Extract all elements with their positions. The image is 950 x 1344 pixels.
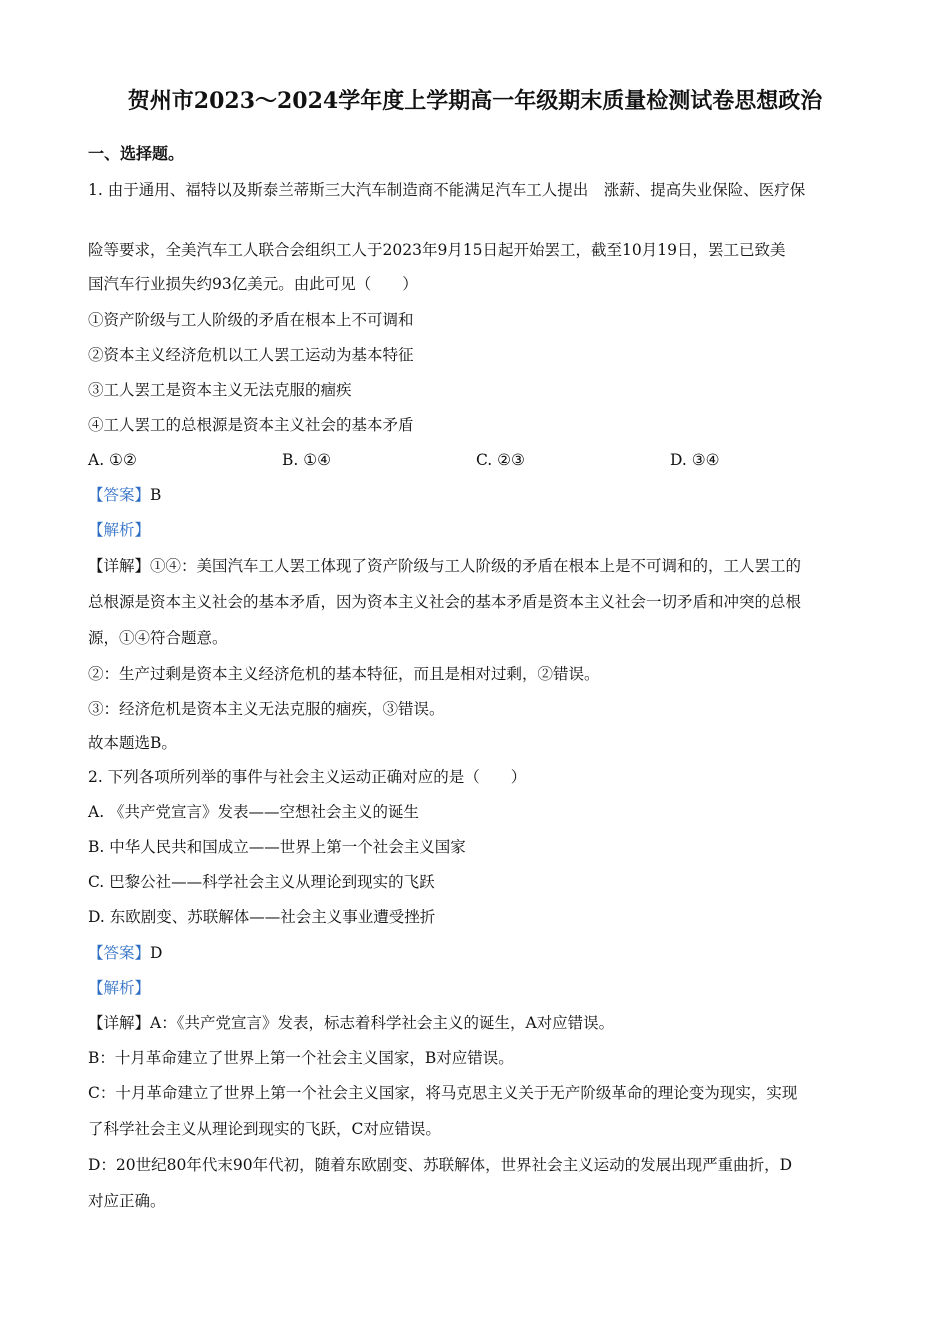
- q2-detail-line-4: 了科学社会主义从理论到现实的飞跃，C对应错误。: [88, 1120, 441, 1138]
- q2-detail-line-2: B：十月革命建立了世界上第一个社会主义国家，B对应错误。: [88, 1049, 514, 1067]
- q1-detail-line-2: 总根源是资本主义社会的基本矛盾，因为资本主义社会的基本矛盾是资本主义社会一切矛盾和冲突的总根: [88, 593, 802, 611]
- q2-detail-line-6: 对应正确。: [88, 1192, 166, 1210]
- q1-answer-value: B: [150, 486, 162, 504]
- q2-option-a: A. 《共产党宣言》发表——空想社会主义的诞生: [88, 803, 420, 821]
- q2-answer-value: D: [150, 944, 163, 962]
- q1-answer-tag: 【答案】: [88, 486, 151, 504]
- q1-statement-4: ④工人罢工的总根源是资本主义社会的基本矛盾: [88, 416, 414, 434]
- q1-option-b: B. ①④: [282, 451, 332, 469]
- q2-detail-line-5: D：20世纪80年代末90年代初，随着东欧剧变、苏联解体，世界社会主义运动的发展出现严重曲折，D: [88, 1156, 793, 1174]
- q1-detail-line-5: ③：经济危机是资本主义无法克服的痼疾，③错误。: [88, 700, 445, 718]
- q1-option-c: C. ②③: [476, 451, 525, 469]
- q1-statement-2: ②资本主义经济危机以工人罢工运动为基本特征: [88, 346, 414, 364]
- q1-statement-1: ①资产阶级与工人阶级的矛盾在根本上不可调和: [88, 311, 414, 329]
- q1-answer: [88, 485, 161, 505]
- q2-stem: 2. 下列各项所列举的事件与社会主义运动正确对应的是（ ）: [88, 768, 527, 786]
- q2-option-b: B. 中华人民共和国成立——世界上第一个社会主义国家: [88, 838, 466, 856]
- q2-analysis-tag: 【解析】: [88, 979, 151, 997]
- q1-option-d: D. ③④: [670, 451, 720, 469]
- q1-stem-line-1: 1. 由于通用、福特以及斯泰兰蒂斯三大汽车制造商不能满足汽车工人提出 涨薪、提高失业保险、医疗保: [88, 181, 806, 199]
- q2-option-d: D. 东欧剧变、苏联解体——社会主义事业遭受挫折: [88, 908, 436, 926]
- q1-statement-3: ③工人罢工是资本主义无法克服的痼疾: [88, 381, 352, 399]
- q1-detail-line-4: ②：生产过剩是资本主义经济危机的基本特征，而且是相对过剩，②错误。: [88, 665, 600, 683]
- q1-stem-line-3: 国汽车行业损失约93亿美元。由此可见（ ）: [88, 275, 418, 293]
- q2-answer: [88, 943, 162, 963]
- section-heading: 一、选择题。: [88, 144, 185, 163]
- q2-detail-line-3: C：十月革命建立了世界上第一个社会主义国家，将马克思主义关于无产阶级革命的理论变为现实，实现: [88, 1084, 798, 1102]
- q1-detail-line-1: 【详解】①④：美国汽车工人罢工体现了资产阶级与工人阶级的矛盾在根本上是不可调和的，工人罢工的: [88, 557, 802, 575]
- page-title: 贺州市2023～2024学年度上学期高一年级期末质量检测试卷思想政治: [127, 88, 823, 114]
- q1-stem-line-2: 险等要求，全美汽车工人联合会组织工人于2023年9月15日起开始罢工，截至10月19日，罢工已致美: [88, 241, 786, 259]
- q2-option-c: C. 巴黎公社——科学社会主义从理论到现实的飞跃: [88, 873, 435, 891]
- q1-option-a: A. ①②: [88, 451, 137, 469]
- q1-detail-line-6: 故本题选B。: [88, 734, 177, 752]
- q1-analysis-tag: 【解析】: [88, 521, 151, 539]
- q2-answer-tag: 【答案】: [88, 944, 151, 962]
- q2-detail-line-1: 【详解】A：《共产党宣言》发表，标志着科学社会主义的诞生，A对应错误。: [88, 1014, 615, 1032]
- q1-detail-line-3: 源，①④符合题意。: [88, 629, 228, 647]
